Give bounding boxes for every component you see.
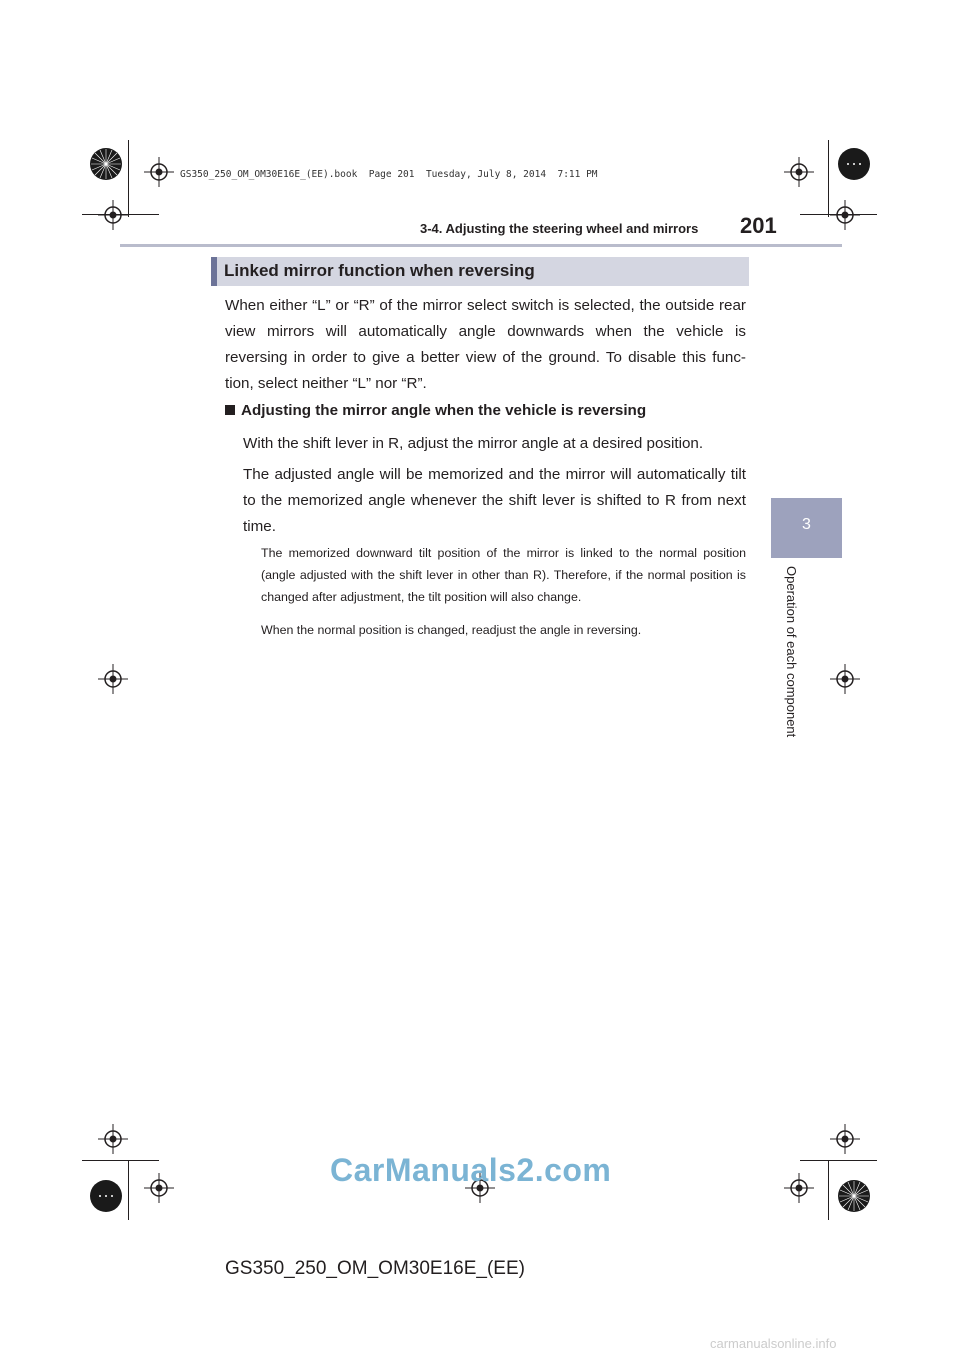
registration-dot-icon: [838, 148, 870, 180]
header-rule: [120, 244, 842, 247]
registration-star-icon: [838, 1180, 870, 1212]
document-code: GS350_250_OM_OM30E16E_(EE): [225, 1258, 525, 1279]
crosshair-icon: [784, 157, 814, 187]
crosshair-icon: [98, 200, 128, 230]
chapter-number: 3: [802, 516, 811, 533]
crosshair-icon: [830, 200, 860, 230]
page-number: 201: [740, 213, 777, 238]
watermark-url: carmanualsonline.info: [710, 1336, 837, 1351]
crosshair-icon: [830, 1124, 860, 1154]
note-paragraph: The memorized downward tilt position of the mirror is linked to the normal position (angle adjusted with the shift lever in other than R). Therefore, if the normal position is changed after adjustment, the tilt position will also change.: [261, 546, 746, 604]
crosshair-icon: [784, 1173, 814, 1203]
crosshair-icon: [98, 1124, 128, 1154]
crosshair-icon: [144, 1173, 174, 1203]
intro-paragraph: When either “L” or “R” of the mirror select switch is selected, the outside rear view mirrors will automatically angle downwards when the vehicle is reversing in order to give a better view of the ground. To disable this func-tion, select neither “L” nor “R”.: [225, 297, 746, 392]
sub-heading: Adjusting the mirror angle when the vehicle is reversing: [225, 402, 646, 419]
registration-dot-icon: [90, 1180, 122, 1212]
step-paragraph: With the shift lever in R, adjust the mirror angle at a desired position.: [243, 435, 704, 452]
step-paragraph: The adjusted angle will be memorized and the mirror will automatically tilt to the memorized angle whenever the shift lever is shifted to R from next time.: [243, 466, 746, 535]
bullet-square-icon: [225, 405, 235, 415]
section-title: 3-4. Adjusting the steering wheel and mirrors: [420, 221, 699, 236]
crosshair-icon: [144, 157, 174, 187]
crosshair-icon: [830, 664, 860, 694]
section-heading: Linked mirror function when reversing: [224, 261, 535, 280]
crosshair-icon: [98, 664, 128, 694]
book-info-line: GS350_250_OM_OM30E16E_(EE).book Page 201 Tuesday, July 8, 2014 7:11 PM: [180, 169, 598, 180]
watermark-logo: CarManuals2.com: [330, 1152, 612, 1188]
note-paragraph: When the normal position is changed, readjust the angle in reversing.: [261, 623, 642, 637]
registration-star-icon: [90, 148, 122, 180]
chapter-label: Operation of each component: [784, 566, 799, 738]
